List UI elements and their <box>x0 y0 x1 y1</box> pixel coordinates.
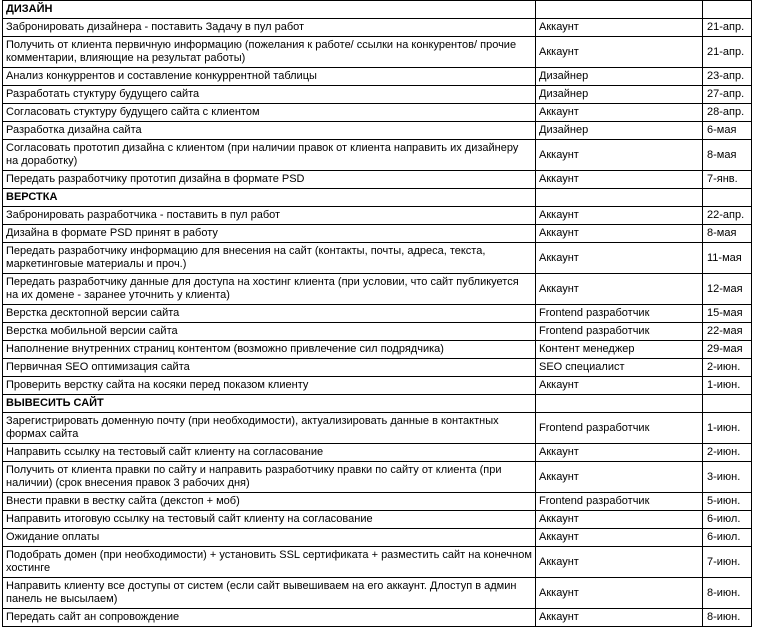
date-cell: 2-июн. <box>703 359 752 377</box>
owner-cell: Аккаунт <box>536 19 703 37</box>
table-row <box>3 609 752 627</box>
task-cell: Передать разработчику прототип дизайна в формате PSD <box>3 171 536 189</box>
owner-cell: Контент менеджер <box>536 341 703 359</box>
table-row <box>3 359 752 377</box>
task-cell: Проверить верстку сайта на косяки перед показом клиенту <box>3 377 536 395</box>
owner-cell: Аккаунт <box>536 444 703 462</box>
date-cell: 2-июн. <box>703 444 752 462</box>
table-row <box>3 140 752 171</box>
table-row <box>3 529 752 547</box>
owner-cell: Аккаунт <box>536 37 703 68</box>
owner-cell: Frontend разработчик <box>536 493 703 511</box>
table-row <box>3 243 752 274</box>
owner-cell: Аккаунт <box>536 207 703 225</box>
owner-cell: Дизайнер <box>536 86 703 104</box>
date-cell: 1-июн. <box>703 413 752 444</box>
date-cell: 28-апр. <box>703 104 752 122</box>
table-row <box>3 68 752 86</box>
date-cell: 23-апр. <box>703 68 752 86</box>
owner-cell: Аккаунт <box>536 547 703 578</box>
date-cell: 29-мая <box>703 341 752 359</box>
owner-cell: Аккаунт <box>536 243 703 274</box>
task-cell: Разработка дизайна сайта <box>3 122 536 140</box>
table-row <box>3 19 752 37</box>
section-title: ВЕРСТКА <box>3 189 536 207</box>
task-cell: Получить от клиента правки по сайту и направить разработчику правки по сайту от клиента (при наличии) (срок внесения правок 3 рабочих дня) <box>3 462 536 493</box>
task-cell: Передать сайт ан сопровождение <box>3 609 536 627</box>
owner-cell: Аккаунт <box>536 609 703 627</box>
date-cell: 21-апр. <box>703 19 752 37</box>
date-cell: 27-апр. <box>703 86 752 104</box>
owner-cell: Аккаунт <box>536 578 703 609</box>
date-cell: 22-мая <box>703 323 752 341</box>
table-row <box>3 547 752 578</box>
task-cell: Передать разработчику данные для доступа на хостинг клиента (при условии, что сайт публикуется на их домене - заранее уточнить у клиента) <box>3 274 536 305</box>
table-row <box>3 462 752 493</box>
table-row <box>3 122 752 140</box>
task-cell: Направить клиенту все доступы от систем (если сайт вывешиваем на его аккаунт. Длоступ в админ панель не высылаем) <box>3 578 536 609</box>
date-cell: 8-мая <box>703 140 752 171</box>
task-table <box>2 0 752 627</box>
date-cell: 7-янв. <box>703 171 752 189</box>
table-row <box>3 225 752 243</box>
owner-cell: Аккаунт <box>536 140 703 171</box>
task-cell: Получить от клиента первичную информацию (пожелания к работе/ ссылки на конкурентов/ прочие комментарии, влияющие на результат работы) <box>3 37 536 68</box>
task-cell: Наполнение внутренних страниц контентом (возможно привлечение сил подрядчика) <box>3 341 536 359</box>
task-cell: Разработать стуктуру будущего сайта <box>3 86 536 104</box>
table-row <box>3 413 752 444</box>
owner-cell: Аккаунт <box>536 225 703 243</box>
owner-cell: SEO специалист <box>536 359 703 377</box>
task-cell: Верстка десктопной версии сайта <box>3 305 536 323</box>
table-row <box>3 493 752 511</box>
table-body <box>3 1 752 627</box>
date-cell: 22-апр. <box>703 207 752 225</box>
table-row <box>3 104 752 122</box>
task-cell: Ожидание оплаты <box>3 529 536 547</box>
task-cell: Зарегистрировать доменную почту (при необходимости), актуализировать данные в контактных формах сайта <box>3 413 536 444</box>
date-cell: 3-июн. <box>703 462 752 493</box>
owner-cell: Аккаунт <box>536 529 703 547</box>
date-cell: 15-мая <box>703 305 752 323</box>
date-cell: 21-апр. <box>703 37 752 68</box>
task-cell: Первичная SEO оптимизация сайта <box>3 359 536 377</box>
date-cell: 6-мая <box>703 122 752 140</box>
date-cell: 6-июл. <box>703 511 752 529</box>
task-cell: Анализ конкуррентов и составление конкуррентной таблицы <box>3 68 536 86</box>
date-cell: 8-июн. <box>703 609 752 627</box>
task-cell: Дизайна в формате PSD принят в работу <box>3 225 536 243</box>
section-header-layout <box>3 189 752 207</box>
date-cell: 6-июл. <box>703 529 752 547</box>
table-row <box>3 207 752 225</box>
owner-cell: Дизайнер <box>536 68 703 86</box>
section-title: ДИЗАЙН <box>3 1 536 19</box>
task-cell: Передать разработчику информацию для внесения на сайт (контакты, почты, адреса, текста, маркетинговые материалы и проч.) <box>3 243 536 274</box>
table-row <box>3 323 752 341</box>
date-cell: 11-мая <box>703 243 752 274</box>
table-row <box>3 37 752 68</box>
section-header-design <box>3 1 752 19</box>
date-cell: 12-мая <box>703 274 752 305</box>
date-cell: 7-июн. <box>703 547 752 578</box>
task-cell: Направить ссылку на тестовый сайт клиенту на согласование <box>3 444 536 462</box>
task-cell: Направить итоговую ссылку на тестовый сайт клиенту на согласование <box>3 511 536 529</box>
task-cell: Забронировать дизайнера - поставить Задачу в пул работ <box>3 19 536 37</box>
task-cell: Согласовать стуктуру будущего сайта с клиентом <box>3 104 536 122</box>
table-row <box>3 305 752 323</box>
task-cell: Согласовать прототип дизайна с клиентом (при наличии правок от клиента направить их дизайнеру на доработку) <box>3 140 536 171</box>
owner-cell: Аккаунт <box>536 377 703 395</box>
table-row <box>3 341 752 359</box>
date-cell: 1-июн. <box>703 377 752 395</box>
date-cell: 8-июн. <box>703 578 752 609</box>
owner-cell: Frontend разработчик <box>536 305 703 323</box>
owner-cell: Аккаунт <box>536 274 703 305</box>
section-header-publish <box>3 395 752 413</box>
table-row <box>3 171 752 189</box>
owner-cell: Frontend разработчик <box>536 413 703 444</box>
date-cell: 8-мая <box>703 225 752 243</box>
task-cell: Внести правки в вестку сайта (декстоп + моб) <box>3 493 536 511</box>
owner-cell: Frontend разработчик <box>536 323 703 341</box>
owner-cell: Аккаунт <box>536 462 703 493</box>
task-cell: Верстка мобильной версии сайта <box>3 323 536 341</box>
table-row <box>3 86 752 104</box>
table-row <box>3 511 752 529</box>
task-cell: Забронировать разработчика - поставить в пул работ <box>3 207 536 225</box>
table-row <box>3 578 752 609</box>
date-cell: 5-июн. <box>703 493 752 511</box>
table-row <box>3 377 752 395</box>
table-row <box>3 444 752 462</box>
section-title: ВЫВЕСИТЬ САЙТ <box>3 395 536 413</box>
owner-cell: Аккаунт <box>536 511 703 529</box>
owner-cell: Аккаунт <box>536 104 703 122</box>
task-cell: Подобрать домен (при необходимости) + установить SSL сертификата + разместить сайт на конечном хостинге <box>3 547 536 578</box>
table-row <box>3 274 752 305</box>
owner-cell: Дизайнер <box>536 122 703 140</box>
owner-cell: Аккаунт <box>536 171 703 189</box>
